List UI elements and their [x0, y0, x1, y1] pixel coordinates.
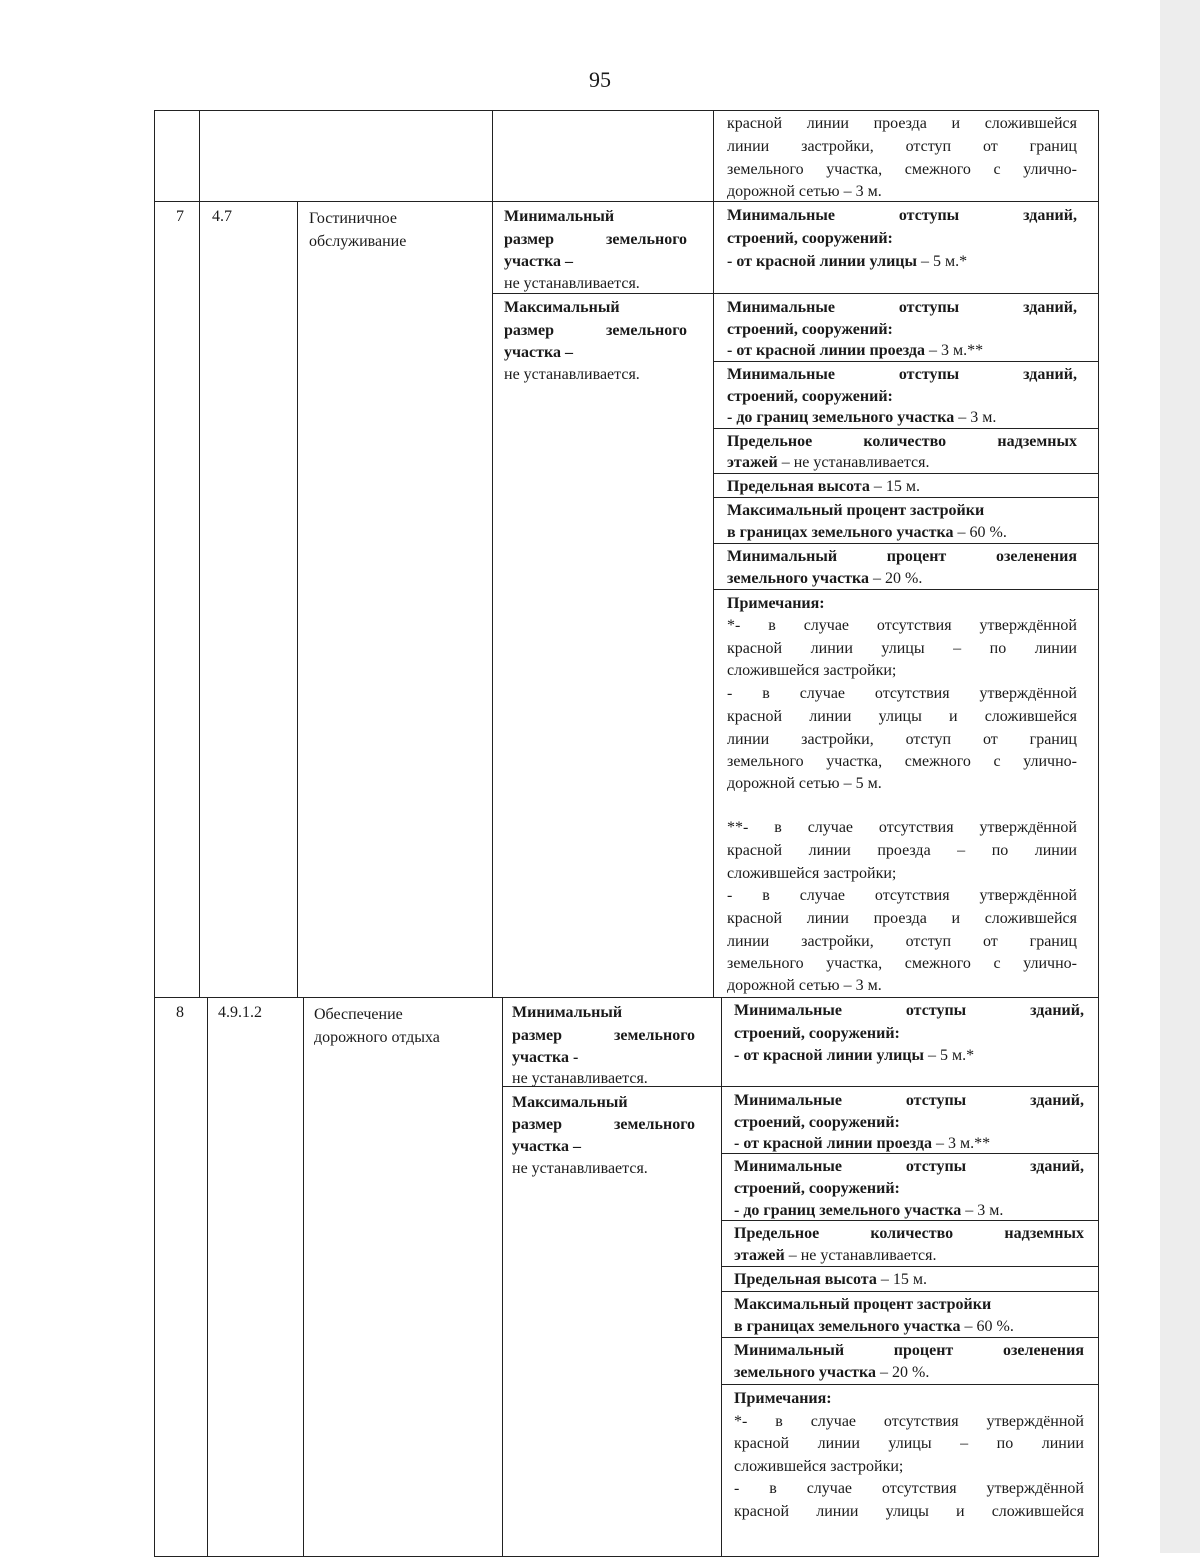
continuation-line: дорожной сетью – 3 м. [727, 183, 882, 200]
row-name-line: обслуживание [309, 233, 407, 250]
page-number: 95 [589, 67, 611, 92]
max-size-label: размер [512, 1116, 562, 1133]
continuation-line: земельного участка, смежного с улично- [727, 161, 1077, 178]
max-size-label: размер [504, 322, 554, 339]
param-setback-borders: строений, сооружений: [734, 1180, 900, 1197]
min-size-value: не устанавливается. [504, 275, 640, 292]
row-divider [154, 997, 1099, 998]
param-setback-drive: строений, сооружений: [734, 1114, 900, 1131]
min-size-value: не устанавливается. [512, 1070, 648, 1087]
cell-divider [721, 1384, 1099, 1385]
max-size-label: земельного [606, 322, 688, 339]
param-setback-street: Минимальные отступы зданий, [734, 1002, 1084, 1019]
note-line: дорожной сетью – 3 м. [727, 977, 882, 994]
param-setback-borders: - до границ земельного участка – 3 м. [727, 409, 997, 426]
row-code: 4.7 [212, 208, 232, 225]
notes-title: Примечания: [727, 595, 825, 612]
row-divider [154, 201, 1099, 202]
row-name-line: Обеспечение [314, 1006, 403, 1023]
param-setback-borders: строений, сооружений: [727, 388, 893, 405]
param-coverage: в границах земельного участка – 60 %. [734, 1318, 1014, 1335]
param-floors: этажей – не устанавливается. [727, 454, 930, 471]
continuation-line: линии застройки, отступ от границ [727, 138, 1077, 155]
cell-divider [721, 1291, 1099, 1292]
param-setback-borders: Минимальные отступы зданий, [734, 1158, 1084, 1175]
param-setback-street: - от красной линии улицы – 5 м.* [734, 1047, 975, 1064]
notes-title: Примечания: [734, 1390, 832, 1407]
note-line: красной линии улицы – по линии [734, 1435, 1084, 1452]
min-size-label: участка - [512, 1049, 579, 1066]
row-code: 4.9.1.2 [218, 1004, 262, 1021]
note-line: сложившейся застройки; [727, 662, 897, 679]
param-setback-drive: Минимальные отступы зданий, [734, 1092, 1084, 1109]
param-floors: Предельное количество надземных [727, 433, 1077, 450]
col-divider [492, 110, 493, 997]
note-line: линии застройки, отступ от границ [727, 933, 1077, 950]
note-line: линии застройки, отступ от границ [727, 731, 1077, 748]
max-size-label: Максимальный [504, 299, 620, 316]
note-line: красной линии проезда и сложившейся [727, 910, 1077, 927]
min-size-label: размер [512, 1027, 562, 1044]
continuation-line: красной линии проезда и сложившейся [727, 115, 1077, 132]
max-size-label: земельного [614, 1116, 696, 1133]
col-divider [721, 997, 722, 1557]
min-size-label: Минимальный [504, 208, 615, 225]
param-greening: Минимальный процент озеленения [727, 548, 1077, 565]
param-greening: Минимальный процент озеленения [734, 1342, 1084, 1359]
note-line: **- в случае отсутствия утверждённой [727, 819, 1077, 836]
param-greening: земельного участка – 20 %. [727, 570, 923, 587]
col-divider [502, 997, 503, 1557]
param-setback-street: строений, сооружений: [727, 230, 893, 247]
param-setback-drive: Минимальные отступы зданий, [727, 299, 1077, 316]
param-coverage: Максимальный процент застройки [727, 502, 985, 519]
max-size-label: участка – [504, 344, 573, 361]
note-line: красной линии проезда – по линии [727, 842, 1077, 859]
param-coverage: Максимальный процент застройки [734, 1296, 992, 1313]
note-line: земельного участка, смежного с улично- [727, 753, 1077, 770]
param-setback-street: - от красной линии улицы – 5 м.* [727, 253, 968, 270]
param-setback-street: строений, сооружений: [734, 1025, 900, 1042]
note-line: *- в случае отсутствия утверждённой [734, 1413, 1084, 1430]
min-size-label: земельного [606, 231, 688, 248]
note-line: - в случае отсутствия утверждённой [727, 887, 1077, 904]
param-setback-borders: Минимальные отступы зданий, [727, 366, 1077, 383]
param-setback-drive: - от красной линии проезда – 3 м.** [734, 1135, 991, 1152]
min-size-label: земельного [614, 1027, 696, 1044]
note-line: - в случае отсутствия утверждённой [727, 685, 1077, 702]
max-size-value: не устанавливается. [504, 366, 640, 383]
max-size-value: не устанавливается. [512, 1160, 648, 1177]
note-line: - в случае отсутствия утверждённой [734, 1480, 1084, 1497]
row-number: 8 [176, 1004, 184, 1021]
note-line: красной линии улицы – по линии [727, 640, 1077, 657]
note-line: сложившейся застройки; [727, 865, 897, 882]
note-line: красной линии улицы и сложившейся [727, 708, 1077, 725]
col-divider [303, 997, 304, 1557]
row-name-line: дорожного отдыха [314, 1029, 440, 1046]
note-line: красной линии улицы и сложившейся [734, 1503, 1084, 1520]
col-divider [713, 110, 714, 997]
min-size-label: Минимальный [512, 1004, 623, 1021]
param-floors: Предельное количество надземных [734, 1225, 1084, 1242]
param-greening: земельного участка – 20 %. [734, 1364, 930, 1381]
param-setback-drive: строений, сооружений: [727, 321, 893, 338]
param-height: Предельная высота – 15 м. [727, 478, 920, 495]
min-size-label: размер [504, 231, 554, 248]
param-floors: этажей – не устанавливается. [734, 1247, 937, 1264]
col-divider [199, 110, 200, 997]
param-height: Предельная высота – 15 м. [734, 1271, 927, 1288]
note-line: сложившейся застройки; [734, 1458, 904, 1475]
scan-edge [1160, 0, 1200, 1553]
max-size-label: участка – [512, 1138, 581, 1155]
row-name-line: Гостиничное [309, 210, 397, 227]
param-coverage: в границах земельного участка – 60 %. [727, 524, 1007, 541]
note-line: *- в случае отсутствия утверждённой [727, 617, 1077, 634]
min-size-label: участка – [504, 253, 573, 270]
row-number: 7 [176, 208, 184, 225]
note-line: дорожной сетью – 5 м. [727, 775, 882, 792]
param-setback-drive: - от красной линии проезда – 3 м.** [727, 342, 984, 359]
col-divider [207, 997, 208, 1557]
col-divider [297, 201, 298, 997]
note-line: земельного участка, смежного с улично- [727, 955, 1077, 972]
param-setback-street: Минимальные отступы зданий, [727, 207, 1077, 224]
param-setback-borders: - до границ земельного участка – 3 м. [734, 1202, 1004, 1219]
max-size-label: Максимальный [512, 1094, 628, 1111]
